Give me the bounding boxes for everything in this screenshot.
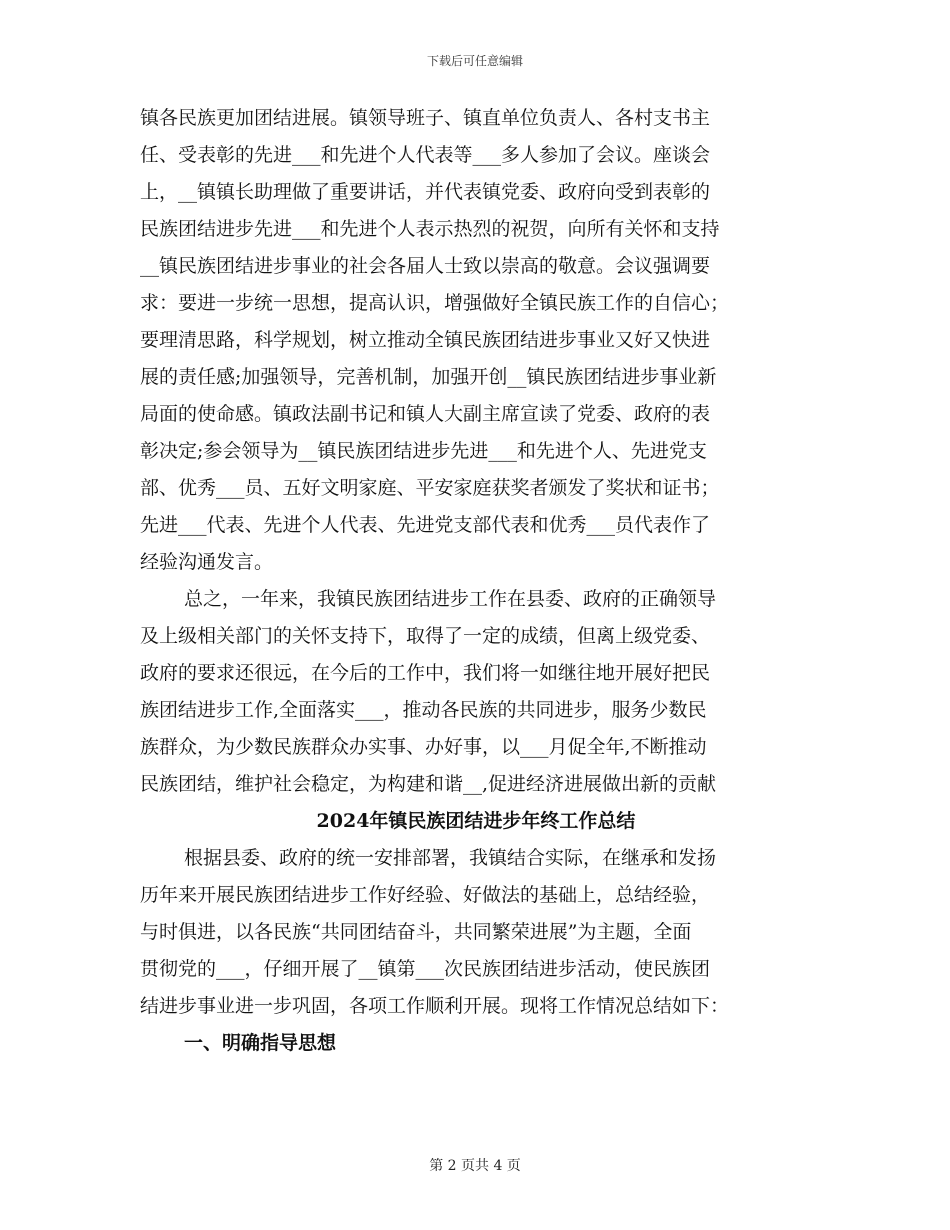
body-line: 镇各民族更加团结进展。镇领导班子、镇直单位负责人、各村支书主 [140, 107, 711, 129]
body-line: 贯彻党的___，仔细开展了__镇第___次民族团结进步活动，使民族团 [140, 958, 711, 980]
section-heading: 一、明确指导思想 [184, 1032, 337, 1054]
body-line: 上，__镇镇长助理做了重要讲话，并代表镇党委、政府向受到表彰的 [140, 181, 711, 203]
document-body [140, 100, 812, 1062]
page-footer: 第 2 页共 4 页 [429, 1158, 521, 1174]
body-line: 结进步事业进一步巩固，各项工作顺利开展。现将工作情况总结如下： [140, 995, 730, 1017]
body-line: 政府的要求还很远，在今后的工作中，我们将一如继往地开展好把民 [140, 662, 711, 684]
body-line: 求：要进一步统一思想，提高认识，增强做好全镇民族工作的自信心； [140, 292, 730, 314]
body-line: __镇民族团结进步事业的社会各届人士致以崇高的敬意。会议强调要 [140, 255, 711, 277]
body-line: 展的责任感;加强领导，完善机制，加强开创__镇民族团结进步事业新 [140, 366, 717, 388]
document-title: 2024年镇民族团结进步年终工作总结 [316, 810, 636, 832]
body-line: 及上级相关部门的关怀支持下，取得了一定的成绩，但离上级党委、 [140, 625, 711, 647]
body-line: 任、受表彰的先进___和先进个人代表等___多人参加了会议。座谈会 [140, 144, 711, 166]
body-line: 彰决定;参会领导为__镇民族团结进步先进___和先进个人、先进党支 [140, 440, 707, 462]
body-line: 总之，一年来，我镇民族团结进步工作在县委、政府的正确领导 [184, 588, 717, 610]
body-line: 与时俱进，以各民族“共同团结奋斗，共同繁荣进展”为主题，全面 [140, 921, 692, 943]
body-line: 要理清思路，科学规划，树立推动全镇民族团结进步事业又好又快进 [140, 329, 711, 351]
body-line: 局面的使命感。镇政法副书记和镇人大副主席宣读了党委、政府的表 [140, 403, 711, 425]
body-line: 族团结进步工作,全面落实___，推动各民族的共同进步，服务少数民 [140, 699, 707, 721]
body-line: 民族团结，维护社会稳定，为构建和谐__,促进经济进展做出新的贡献 [140, 773, 717, 795]
body-line: 部、优秀___员、五好文明家庭、平安家庭获奖者颁发了奖状和证书； [140, 477, 720, 499]
body-line: 民族团结进步先进___和先进个人表示热烈的祝贺，向所有关怀和支持 [140, 218, 720, 240]
body-line: 先进___代表、先进个人代表、先进党支部代表和优秀___员代表作了 [140, 514, 711, 536]
page-header: 下载后可任意编辑 [426, 54, 523, 68]
body-line: 历年来开展民族团结进步工作好经验、好做法的基础上，总结经验， [140, 884, 711, 906]
body-line: 族群众，为少数民族群众办实事、办好事，以___月促全年,不断推动 [140, 736, 707, 758]
body-line: 经验沟通发言。 [140, 551, 274, 573]
body-line: 根据县委、政府的统一安排部署，我镇结合实际，在继承和发扬 [184, 847, 717, 869]
